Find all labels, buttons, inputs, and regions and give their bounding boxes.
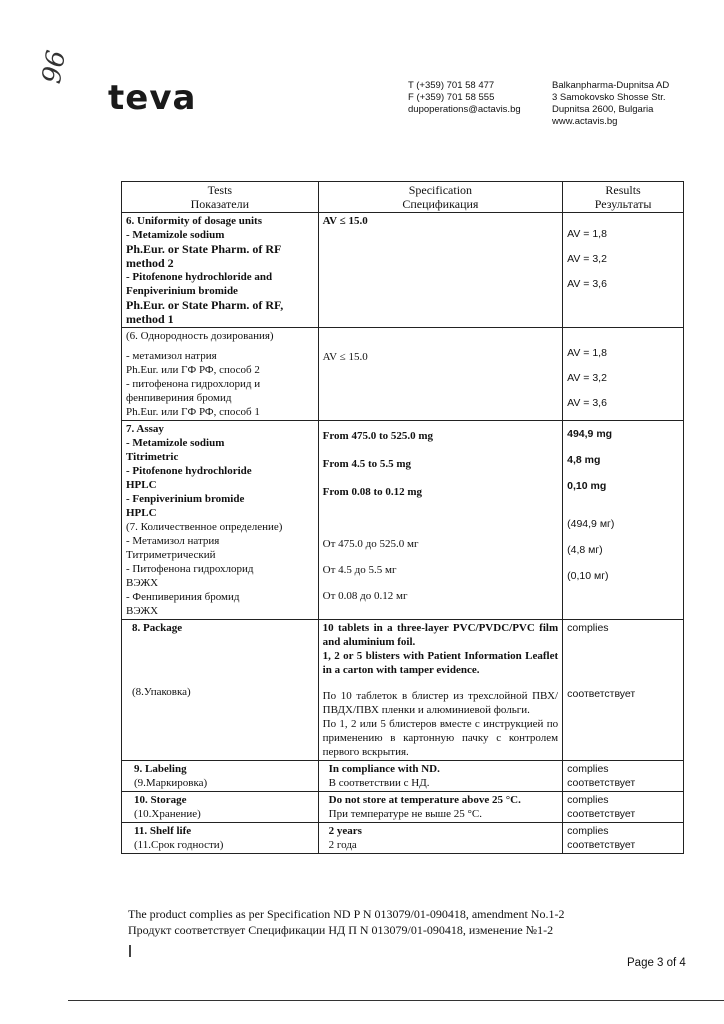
result-cell xyxy=(563,761,684,792)
test-title: (7. Количественное определение) xyxy=(126,521,283,533)
result-value: AV = 1,8 xyxy=(567,347,607,359)
spec-value: AV ≤ 15.0 xyxy=(322,215,368,227)
result-cell xyxy=(563,328,684,421)
company-name: Balkanpharma-Dupnitsa AD xyxy=(552,80,670,91)
result-cell xyxy=(563,213,684,328)
table-row xyxy=(122,421,684,620)
test-item: - Метамизол натрия xyxy=(126,535,220,547)
spec-value: 10 tablets in a three-layer PVC/PVDC/PVC film and aluminium foil. xyxy=(322,622,559,648)
email: dupoperations@actavis.bg xyxy=(408,104,521,115)
spec-value: От 0.08 до 0.12 мг xyxy=(322,590,408,602)
test-cell xyxy=(122,620,319,761)
spec-cell xyxy=(318,421,562,620)
test-item: - Metamizole sodium xyxy=(126,229,225,241)
result-value: 494,9 mg xyxy=(567,428,613,440)
spec-cell xyxy=(318,620,562,761)
test-item: - Pitofenone hydrochloride xyxy=(126,465,252,477)
test-item: - Фенпивериния бромид xyxy=(126,591,240,603)
result-value: (4,8 мг) xyxy=(567,544,603,556)
spec-value: From 4.5 to 5.5 mg xyxy=(322,458,412,470)
header-tests xyxy=(122,182,319,213)
header-results xyxy=(563,182,684,213)
conclusion xyxy=(128,906,564,938)
fax: F (+359) 701 58 555 xyxy=(408,92,495,103)
test-cell xyxy=(122,823,319,854)
test-method: Ph.Eur. или ГФ РФ, способ 1 xyxy=(126,406,260,418)
spec-value: From 475.0 to 525.0 mg xyxy=(322,430,434,442)
spec-cell xyxy=(318,823,562,854)
teva-logo: teva xyxy=(108,78,197,118)
test-item: - Fenpiverinium bromide xyxy=(126,493,245,505)
result-value: (494,9 мг) xyxy=(567,518,615,530)
table-header-row xyxy=(122,182,684,213)
spec-cell xyxy=(318,213,562,328)
test-title-ru: (11.Срок годности) xyxy=(134,839,224,851)
result-value: соответствует xyxy=(567,808,636,820)
company-address xyxy=(552,80,669,128)
company-street: 3 Samokovsko Shosse Str. xyxy=(552,92,666,103)
header-spec-ru: Спецификация xyxy=(402,197,479,211)
spec-value: Do not store at temperature above 25 °C. xyxy=(328,794,521,806)
result-value: (0,10 мг) xyxy=(567,570,609,582)
test-cell xyxy=(122,792,319,823)
table-row xyxy=(122,620,684,761)
company-city: Dupnitsa 2600, Bulgaria xyxy=(552,104,654,115)
spec-value: В соответствии с НД. xyxy=(328,777,430,789)
result-value: complies xyxy=(567,794,609,806)
test-title: 6. Uniformity of dosage units xyxy=(126,215,262,227)
conclusion-ru: Продукт соответствует Спецификации НД П N 013079/01-090418, изменение №1-2 xyxy=(128,923,554,937)
test-title: 8. Package xyxy=(132,622,183,634)
result-value: complies xyxy=(567,825,609,837)
result-value: complies xyxy=(567,763,609,775)
handwritten-page-mark: 96 xyxy=(36,48,73,86)
spec-value: 2 года xyxy=(328,839,357,851)
test-item: - метамизол натрия xyxy=(126,350,217,362)
result-cell xyxy=(563,823,684,854)
header-specification xyxy=(318,182,562,213)
result-value: AV = 3,6 xyxy=(567,397,607,409)
scan-mark xyxy=(129,945,131,957)
result-value: AV = 1,8 xyxy=(567,228,607,240)
page-number: Page 3 of 4 xyxy=(627,957,686,969)
table-row xyxy=(122,328,684,421)
result-cell xyxy=(563,620,684,761)
test-method: Ph.Eur. или ГФ РФ, способ 2 xyxy=(126,364,260,376)
test-method: Ph.Eur. or State Pharm. of RF method 2 xyxy=(126,242,281,270)
result-value: AV = 3,2 xyxy=(567,253,607,265)
spec-value: По 10 таблеток в блистер из трехслойной ПВХ/ПВДХ/ПВХ пленки и алюминиевой фольги. xyxy=(322,690,559,716)
test-item: - питофенона гидрохлорид и фенпивериния бромид xyxy=(126,378,261,404)
result-value: соответствует xyxy=(567,777,636,789)
test-item: - Metamizole sodium xyxy=(126,437,225,449)
bottom-divider xyxy=(68,1000,724,1001)
test-title: 9. Labeling xyxy=(134,763,187,775)
header-tests-en: Tests xyxy=(207,183,233,197)
spec-value: In compliance with ND. xyxy=(328,763,440,775)
spec-value: От 475.0 до 525.0 мг xyxy=(322,538,419,550)
header-tests-ru: Показатели xyxy=(190,197,250,211)
test-title: 7. Assay xyxy=(126,423,164,435)
result-value: AV = 3,2 xyxy=(567,372,607,384)
test-cell xyxy=(122,328,319,421)
test-title: 11. Shelf life xyxy=(134,825,192,837)
test-method: Титриметрический xyxy=(126,549,216,561)
spec-value: 1, 2 or 5 blisters with Patient Information Leaflet in a carton with tamper evidence. xyxy=(322,650,559,676)
phone: T (+359) 701 58 477 xyxy=(408,80,495,91)
spec-cell xyxy=(318,792,562,823)
test-method: ВЭЖХ xyxy=(126,605,159,617)
test-title: (6. Однородность дозирования) xyxy=(126,330,274,342)
table-row xyxy=(122,792,684,823)
result-value: 0,10 mg xyxy=(567,480,607,492)
test-method: Ph.Eur. or State Pharm. of RF, method 1 xyxy=(126,298,284,326)
spec-value: При температуре не выше 25 °C. xyxy=(328,808,482,820)
test-cell xyxy=(122,213,319,328)
spec-value: От 4.5 до 5.5 мг xyxy=(322,564,397,576)
result-cell xyxy=(563,421,684,620)
spec-value: 2 years xyxy=(328,825,362,837)
test-item: - Питофенона гидрохлорид xyxy=(126,563,254,575)
test-method: HPLC xyxy=(126,479,157,491)
spec-cell xyxy=(318,761,562,792)
contact-block xyxy=(408,80,521,116)
test-cell xyxy=(122,421,319,620)
result-value: AV = 3,6 xyxy=(567,278,607,290)
test-method: Titrimetric xyxy=(126,451,179,463)
result-value: complies xyxy=(567,622,609,634)
result-value: соответствует xyxy=(567,688,636,700)
table-row xyxy=(122,213,684,328)
test-cell xyxy=(122,761,319,792)
table-row xyxy=(122,761,684,792)
test-title: 10. Storage xyxy=(134,794,187,806)
test-method: HPLC xyxy=(126,507,157,519)
test-item: - Pitofenone hydrochloride and Fenpiverinium bromide xyxy=(126,271,273,297)
header-results-ru: Результаты xyxy=(594,197,652,211)
spec-value: AV ≤ 15.0 xyxy=(322,351,368,363)
specification-table xyxy=(121,181,684,854)
test-title-ru: (10.Хранение) xyxy=(134,808,201,820)
test-title-ru: (8.Упаковка) xyxy=(132,686,191,698)
spec-value: From 0.08 to 0.12 mg xyxy=(322,486,423,498)
spec-value: По 1, 2 или 5 блистеров вместе с инструкцией по применению в картонную пачку с контролем первого вскрытия. xyxy=(322,718,559,758)
result-cell xyxy=(563,792,684,823)
test-method: ВЭЖХ xyxy=(126,577,159,589)
test-title-ru: (9.Маркировка) xyxy=(134,777,208,789)
conclusion-en: The product complies as per Specification ND P N 013079/01-090418, amendment No.1-2 xyxy=(128,907,565,921)
result-value: 4,8 mg xyxy=(567,454,601,466)
company-web: www.actavis.bg xyxy=(552,116,618,127)
table-row xyxy=(122,823,684,854)
result-value: соответствует xyxy=(567,839,636,851)
header-results-en: Results xyxy=(605,183,641,197)
spec-cell xyxy=(318,328,562,421)
header-spec-en: Specification xyxy=(408,183,473,197)
